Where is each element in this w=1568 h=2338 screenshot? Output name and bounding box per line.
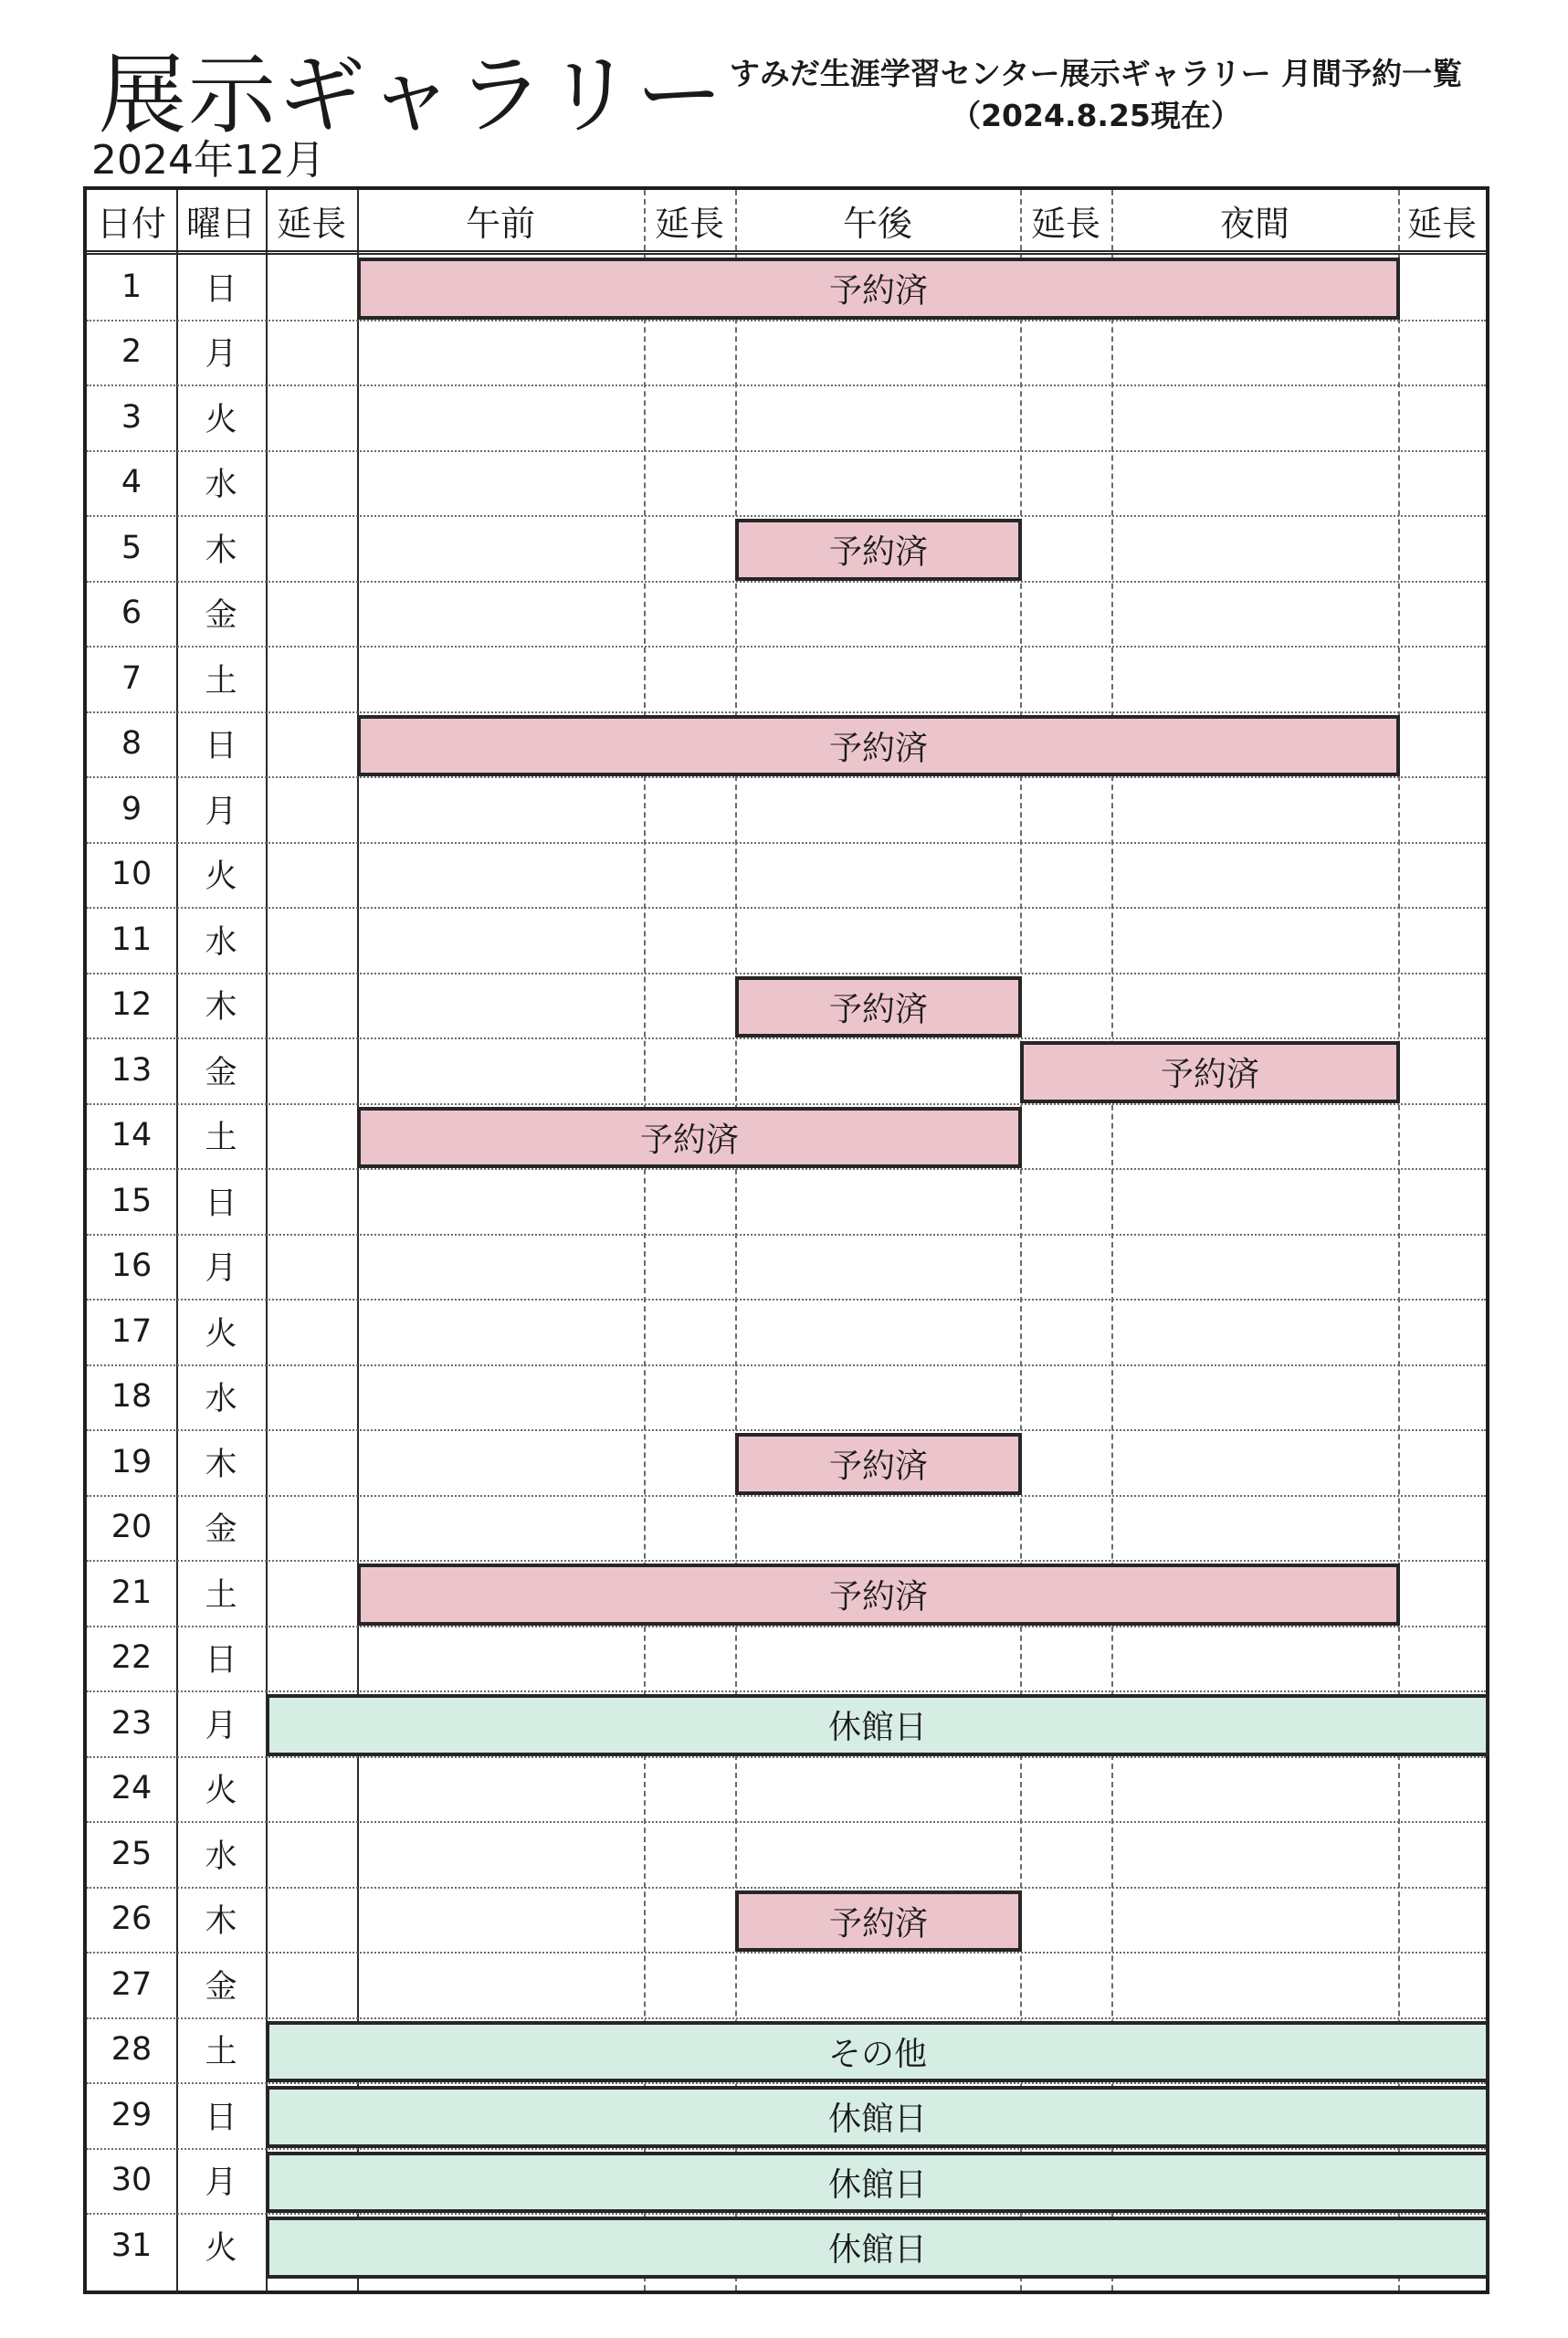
weekday-cell: 日 xyxy=(205,270,237,308)
weekday-cell: 火 xyxy=(205,858,237,896)
column-header: 日付 xyxy=(96,203,166,244)
date-cell: 29 xyxy=(110,2096,153,2133)
row-divider xyxy=(87,646,1486,648)
row-divider xyxy=(87,1364,1486,1366)
weekday-cell: 金 xyxy=(205,1968,237,2006)
date-cell: 31 xyxy=(110,2227,153,2264)
reservation-bar: 予約済 xyxy=(735,519,1022,581)
weekday-cell: 日 xyxy=(205,1185,237,1222)
row-divider xyxy=(87,776,1486,778)
date-cell: 8 xyxy=(121,725,142,763)
closed-day-bar: 休館日 xyxy=(266,2086,1489,2148)
date-cell: 4 xyxy=(121,464,142,501)
column-divider xyxy=(357,190,359,2291)
date-cell: 19 xyxy=(110,1443,153,1480)
date-cell: 20 xyxy=(110,1509,153,1546)
date-cell: 23 xyxy=(110,1704,153,1742)
weekday-cell: 土 xyxy=(205,662,237,700)
row-divider xyxy=(87,1168,1486,1170)
weekday-cell: 火 xyxy=(205,1315,237,1353)
weekday-cell: 土 xyxy=(205,2034,237,2071)
weekday-cell: 月 xyxy=(205,336,237,374)
column-divider xyxy=(1398,190,1400,2291)
date-cell: 30 xyxy=(110,2162,153,2199)
reservation-table xyxy=(83,186,1489,2294)
weekday-cell: 火 xyxy=(205,1773,237,1810)
column-header: 延長 xyxy=(276,203,346,244)
row-divider xyxy=(87,842,1486,844)
row-divider xyxy=(87,2213,1486,2215)
column-header: 夜間 xyxy=(1219,203,1289,244)
date-cell: 18 xyxy=(110,1378,153,1416)
column-header: 曜日 xyxy=(185,203,256,244)
date-cell: 22 xyxy=(110,1639,153,1677)
date-cell: 15 xyxy=(110,1182,153,1219)
header-divider xyxy=(87,250,1486,255)
weekday-cell: 水 xyxy=(205,467,237,504)
date-cell: 28 xyxy=(110,2031,153,2069)
column-divider xyxy=(644,190,646,2291)
column-header: 午後 xyxy=(842,203,912,244)
weekday-cell: 木 xyxy=(205,1903,237,1941)
weekday-cell: 火 xyxy=(205,401,237,438)
weekday-cell: 日 xyxy=(205,1642,237,1680)
row-divider xyxy=(87,1756,1486,1758)
closed-day-bar: その他 xyxy=(266,2021,1489,2083)
column-divider xyxy=(1020,190,1022,2291)
column-divider xyxy=(735,190,737,2291)
row-divider xyxy=(87,384,1486,386)
date-cell: 2 xyxy=(121,333,142,371)
closed-day-bar: 休館日 xyxy=(266,2217,1489,2279)
weekday-cell: 火 xyxy=(205,2229,237,2267)
row-divider xyxy=(87,1495,1486,1497)
weekday-cell: 月 xyxy=(205,1250,237,1288)
date-cell: 16 xyxy=(110,1248,153,1285)
weekday-cell: 月 xyxy=(205,2164,237,2202)
row-divider xyxy=(87,1626,1486,1627)
date-cell: 27 xyxy=(110,1965,153,2003)
row-divider xyxy=(87,1037,1486,1039)
column-header: 午前 xyxy=(465,203,535,244)
document-subtitle xyxy=(658,53,1534,137)
weekday-cell: 土 xyxy=(205,1576,237,1614)
row-divider xyxy=(87,581,1486,583)
weekday-cell: 日 xyxy=(205,2099,237,2136)
row-divider xyxy=(87,1234,1486,1236)
date-cell: 13 xyxy=(110,1051,153,1089)
row-divider xyxy=(87,711,1486,713)
reservation-bar: 予約済 xyxy=(1020,1041,1400,1103)
weekday-cell: 月 xyxy=(205,793,237,830)
date-cell: 10 xyxy=(110,856,153,893)
column-header: 延長 xyxy=(654,203,724,244)
reservation-bar: 予約済 xyxy=(357,1107,1022,1169)
row-divider xyxy=(87,1560,1486,1562)
row-divider xyxy=(87,2082,1486,2084)
row-divider xyxy=(87,1299,1486,1301)
weekday-cell: 金 xyxy=(205,1054,237,1091)
weekday-cell: 水 xyxy=(205,1381,237,1418)
date-cell: 3 xyxy=(121,398,142,436)
date-cell: 26 xyxy=(110,1901,153,1938)
date-cell: 7 xyxy=(121,659,142,697)
row-divider xyxy=(87,1887,1486,1889)
row-divider xyxy=(87,1690,1486,1692)
row-divider xyxy=(87,1103,1486,1105)
reservation-bar: 予約済 xyxy=(735,976,1022,1038)
weekday-cell: 木 xyxy=(205,989,237,1027)
reservation-bar: 予約済 xyxy=(357,715,1400,777)
reservation-bar: 予約済 xyxy=(357,258,1400,320)
date-cell: 24 xyxy=(110,1770,153,1807)
subtitle-line-2: （2024.8.25現在） xyxy=(951,98,1241,133)
weekday-cell: 土 xyxy=(205,1120,237,1157)
closed-day-bar: 休館日 xyxy=(266,2152,1489,2214)
date-cell: 17 xyxy=(110,1312,153,1350)
row-divider xyxy=(87,1952,1486,1954)
weekday-cell: 金 xyxy=(205,597,237,635)
reservation-bar: 予約済 xyxy=(357,1564,1400,1626)
date-cell: 12 xyxy=(110,986,153,1024)
reservation-bar: 予約済 xyxy=(735,1433,1022,1495)
column-header: 延長 xyxy=(1030,203,1100,244)
row-divider xyxy=(87,2017,1486,2019)
column-divider xyxy=(266,190,268,2291)
date-cell: 9 xyxy=(121,790,142,827)
row-divider xyxy=(87,1821,1486,1823)
row-divider xyxy=(87,450,1486,452)
page-title: 展示ギャラリー xyxy=(99,44,725,146)
row-divider xyxy=(87,515,1486,517)
reservation-bar: 予約済 xyxy=(735,1890,1022,1953)
weekday-cell: 木 xyxy=(205,532,237,569)
date-cell: 21 xyxy=(110,1574,153,1611)
date-cell: 11 xyxy=(110,921,153,958)
column-divider xyxy=(1111,190,1113,2291)
row-divider xyxy=(87,320,1486,321)
column-header: 延長 xyxy=(1406,203,1477,244)
date-cell: 14 xyxy=(110,1117,153,1154)
date-cell: 5 xyxy=(121,529,142,566)
weekday-cell: 水 xyxy=(205,1838,237,1875)
date-cell: 1 xyxy=(121,268,142,305)
row-divider xyxy=(87,973,1486,974)
weekday-cell: 水 xyxy=(205,923,237,961)
weekday-cell: 金 xyxy=(205,1511,237,1549)
row-divider xyxy=(87,2148,1486,2150)
month-label: 2024年12月 xyxy=(91,137,325,184)
weekday-cell: 木 xyxy=(205,1446,237,1483)
date-cell: 25 xyxy=(110,1835,153,1872)
weekday-cell: 月 xyxy=(205,1707,237,1744)
subtitle-line-1: すみだ生涯学習センター展示ギャラリー 月間予約一覧 xyxy=(729,56,1463,91)
weekday-cell: 日 xyxy=(205,728,237,765)
row-divider xyxy=(87,1429,1486,1431)
row-divider xyxy=(87,907,1486,909)
date-cell: 6 xyxy=(121,595,142,632)
closed-day-bar: 休館日 xyxy=(266,1694,1489,1756)
